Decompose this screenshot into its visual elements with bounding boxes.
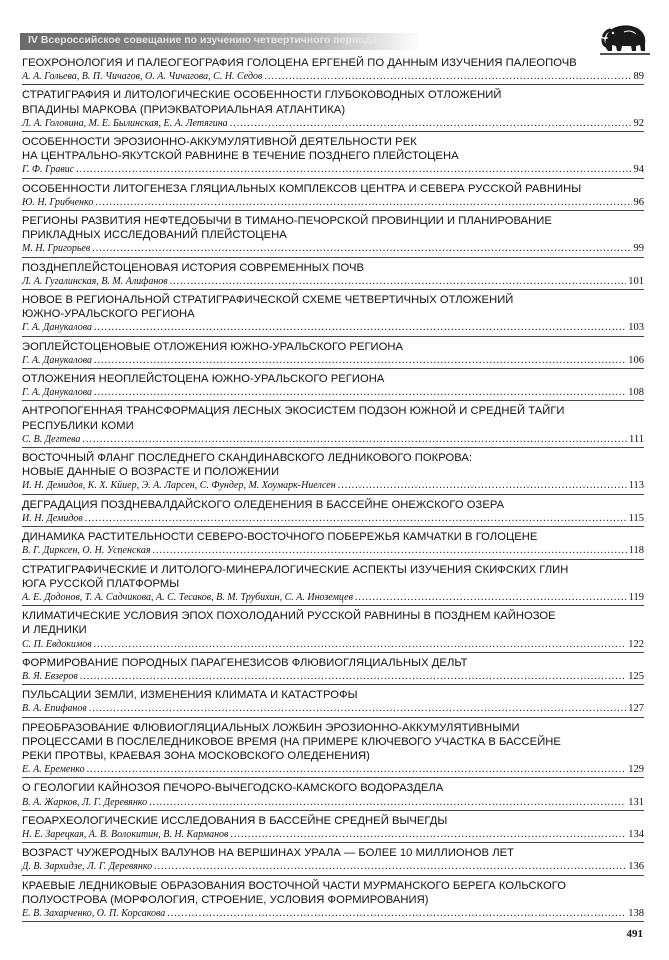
toc-entry <box>22 451 644 495</box>
toc-entry <box>22 498 644 527</box>
entry-title: ГЕОАРХЕОЛОГИЧЕСКИЕ ИССЛЕДОВАНИЯ В БАССЕЙНЕ СРЕДНЕЙ ВЫЧЕГДЫ <box>22 814 448 827</box>
toc-entry <box>22 563 644 607</box>
entry-authors: Г. А. Данукалова <box>22 354 92 366</box>
entry-authors: И. Н. Демидов <box>22 512 83 524</box>
entry-page-number: 113 <box>628 480 644 492</box>
entry-author-line <box>22 117 644 130</box>
toc-entry <box>22 182 644 211</box>
entry-authors: А. Е. Додонов, Т. А. Садчикова, А. С. Тесаков, В. М. Трубихин, С. А. Иноземцев <box>22 591 353 603</box>
entry-author-line <box>22 386 644 399</box>
entry-title: ПУЛЬСАЦИИ ЗЕМЛИ, ИЗМЕНЕНИЯ КЛИМАТА И КАТАСТРОФЫ <box>22 689 358 702</box>
entry-title: СТРАТИГРАФИЧЕСКИЕ И ЛИТОЛОГО-МИНЕРАЛОГИЧЕСКИЕ АСПЕКТЫ ИЗУЧЕНИЯ СКИФСКИХ ГЛИН ЮГА РУССКОЙ ПЛАТФОРМЫ <box>22 563 569 590</box>
entry-divider <box>22 921 644 922</box>
entry-page-number: 103 <box>628 322 644 334</box>
entry-divider <box>22 559 644 560</box>
entry-authors: Ю. Н. Грибченко <box>22 196 94 208</box>
entry-authors: Д. В. Зархидзе, Л. Г. Деревянко <box>22 861 153 873</box>
entry-title: РЕГИОНЫ РАЗВИТИЯ НЕФТЕДОБЫЧИ В ТИМАНО-ПЕЧОРСКОЙ ПРОВИНЦИИ И ПЛАНИРОВАНИЕ ПРИКЛАДНЫХ ИССЛЕДОВАНИЙ ПЛЕЙСТОЦЕНА <box>22 215 552 242</box>
entry-title: ДИНАМИКА РАСТИТЕЛЬНОСТИ СЕВЕРО-ВОСТОЧНОГО ПОБЕРЕЖЬЯ КАМЧАТКИ В ГОЛОЦЕНЕ <box>22 531 538 544</box>
dot-leader <box>94 386 626 399</box>
entry-page-number: 108 <box>628 387 644 399</box>
entry-author-line <box>22 638 644 651</box>
entry-authors: Г. Ф. Гравис <box>22 164 75 176</box>
entry-authors: Л. А. Головина, М. Е. Былинская, Е. А. Летягина <box>22 117 228 129</box>
entry-divider <box>22 494 644 495</box>
toc-entry <box>22 372 644 401</box>
entry-page-number: 89 <box>633 71 644 83</box>
entry-title: ПРЕОБРАЗОВАНИЕ ФЛЮВИОГЛЯЦИАЛЬНЫХ ЛОЖБИН ЭРОЗИОННО-АККУМУЛЯТИВНЫМИ ПРОЦЕССАМИ В ПОСЛЕЛЕДНИКОВОЕ ВРЕМЯ (НА ПРИМЕРЕ КЛЮЧЕВОГО УЧАСТКА В БАССЕЙНЕ РЕКИ ПРОТВЫ, КРАЕВАЯ ЗОНА МОСКОВСКОГО ОЛЕДЕНЕНИЯ) <box>22 721 561 762</box>
toc-entry <box>22 261 644 290</box>
entry-authors: С. П. Евдокимов <box>22 638 92 650</box>
entry-author-line <box>22 163 644 176</box>
entry-page-number: 138 <box>628 907 644 919</box>
toc-entry <box>22 56 644 85</box>
entry-page-number: 115 <box>628 512 644 524</box>
entry-page-number: 125 <box>628 670 644 682</box>
dot-leader <box>230 828 626 841</box>
entry-authors: М. Н. Григорьев <box>22 243 91 255</box>
toc-entry <box>22 293 644 337</box>
entry-divider <box>22 400 644 401</box>
entry-author-line <box>22 433 644 446</box>
entry-author-line <box>22 796 644 809</box>
entry-authors: В. А. Епифанов <box>22 703 87 715</box>
entry-page-number: 129 <box>628 764 644 776</box>
entry-authors: Г. А. Данукалова <box>22 387 92 399</box>
dot-leader <box>92 242 631 255</box>
entry-author-line <box>22 544 644 557</box>
entry-author-line <box>22 702 644 715</box>
entry-divider <box>22 257 644 258</box>
entry-divider <box>22 289 644 290</box>
entry-divider <box>22 526 644 527</box>
entry-page-number: 96 <box>633 196 644 208</box>
entry-authors: Л. А. Гугалинская, В. М. Алифанов <box>22 275 168 287</box>
dot-leader <box>170 275 627 288</box>
entry-author-line <box>22 242 644 255</box>
entry-author-line <box>22 670 644 683</box>
dot-leader <box>95 196 631 209</box>
toc-entry <box>22 656 644 685</box>
table-of-contents <box>22 56 644 925</box>
entry-author-line <box>22 591 644 604</box>
toc-entry <box>22 721 644 779</box>
entry-title: ПОЗДНЕПЛЕЙСТОЦЕНОВАЯ ИСТОРИЯ СОВРЕМЕННЫХ ПОЧВ <box>22 261 364 274</box>
entry-divider <box>22 84 644 85</box>
dot-leader <box>230 117 632 130</box>
entry-page-number: 119 <box>628 591 644 603</box>
entry-author-line <box>22 196 644 209</box>
entry-authors: Г. А. Данукалова <box>22 322 92 334</box>
toc-entry <box>22 214 644 258</box>
dot-leader <box>154 860 626 873</box>
page-number: 491 <box>626 928 643 940</box>
dot-leader <box>94 638 627 651</box>
entry-title: КРАЕВЫЕ ЛЕДНИКОВЫЕ ОБРАЗОВАНИЯ ВОСТОЧНОЙ ЧАСТИ МУРМАНСКОГО БЕРЕГА КОЛЬСКОГО ПОЛУОСТРОВА (МОРФОЛОГИЯ, СТРОЕНИЕ, УСЛОВИЯ ФОРМИРОВАНИЯ) <box>22 879 567 906</box>
entry-author-line <box>22 860 644 873</box>
toc-entry <box>22 88 644 132</box>
toc-entry <box>22 846 644 875</box>
entry-divider <box>22 684 644 685</box>
dot-leader <box>80 670 627 683</box>
entry-title: ОСОБЕННОСТИ ЭРОЗИОННО-АККУМУЛЯТИВНОЙ ДЕЯТЕЛЬНОСТИ РЕК НА ЦЕНТРАЛЬНО-ЯКУТСКОЙ РАВНИНЕ В ТЕЧЕНИЕ ПОЗДНЕГО ПЛЕЙСТОЦЕНА <box>22 136 459 163</box>
dot-leader <box>152 544 626 557</box>
toc-entry <box>22 135 644 179</box>
entry-divider <box>22 717 644 718</box>
entry-author-line <box>22 321 644 334</box>
entry-page-number: 118 <box>628 545 644 557</box>
entry-divider <box>22 810 644 811</box>
entry-divider <box>22 652 644 653</box>
entry-title: АНТРОПОГЕННАЯ ТРАНСФОРМАЦИЯ ЛЕСНЫХ ЭКОСИСТЕМ ПОДЗОН ЮЖНОЙ И СРЕДНЕЙ ТАЙГИ РЕСПУБЛИКИ КОМИ <box>22 405 565 432</box>
entry-divider <box>22 447 644 448</box>
entry-page-number: 106 <box>628 354 644 366</box>
entry-page-number: 134 <box>628 828 644 840</box>
dot-leader <box>167 907 626 920</box>
toc-entry <box>22 340 644 369</box>
toc-entry <box>22 688 644 717</box>
entry-page-number: 122 <box>628 638 644 650</box>
entry-author-line <box>22 70 644 83</box>
entry-page-number: 131 <box>628 796 644 808</box>
entry-title: ВОСТОЧНЫЙ ФЛАНГ ПОСЛЕДНЕГО СКАНДИНАВСКОГО ЛЕДНИКОВОГО ПОКРОВА: НОВЫЕ ДАННЫЕ О ВОЗРАСТЕ И ПОЛОЖЕНИИ <box>22 452 473 479</box>
running-header: IV Всероссийское совещание по изучению четвертичного периода <box>28 34 378 46</box>
dot-leader <box>149 796 626 809</box>
entry-author-line <box>22 907 644 920</box>
entry-page-number: 101 <box>628 275 644 287</box>
dot-leader <box>338 479 627 492</box>
entry-authors: С. В. Дегтева <box>22 433 81 445</box>
entry-author-line <box>22 479 644 492</box>
entry-author-line <box>22 354 644 367</box>
entry-title: ФОРМИРОВАНИЕ ПОРОДНЫХ ПАРАГЕНЕЗИСОВ ФЛЮВИОГЛЯЦИАЛЬНЫХ ДЕЛЬТ <box>22 656 468 669</box>
toc-entry <box>22 879 644 923</box>
entry-title: ДЕГРАДАЦИЯ ПОЗДНЕВАЛДАЙСКОГО ОЛЕДЕНЕНИЯ В БАССЕЙНЕ ОНЕЖСКОГО ОЗЕРА <box>22 498 505 511</box>
entry-authors: Н. Е. Зарецкая, А. В. Волокитин, В. Н. Карманов <box>22 828 229 840</box>
entry-page-number: 99 <box>633 243 644 255</box>
entry-title: ОСОБЕННОСТИ ЛИТОГЕНЕЗА ГЛЯЦИАЛЬНЫХ КОМПЛЕКСОВ ЦЕНТРА И СЕВЕРА РУССКОЙ РАВНИНЫ <box>22 182 582 195</box>
entry-title: О ГЕОЛОГИИ КАЙНОЗОЯ ПЕЧОРО-ВЫЧЕГОДСКО-КАМСКОГО ВОДОРАЗДЕЛА <box>22 782 444 795</box>
dot-leader <box>76 163 631 176</box>
entry-divider <box>22 875 644 876</box>
entry-divider <box>22 605 644 606</box>
entry-title: СТРАТИГРАФИЯ И ЛИТОЛОГИЧЕСКИЕ ОСОБЕННОСТИ ГЛУБОКОВОДНЫХ ОТЛОЖЕНИЙ ВПАДИНЫ МАРКОВА (ПРИЭКВАТОРИАЛЬНАЯ АТЛАНТИКА) <box>22 89 502 116</box>
dot-leader <box>264 70 631 83</box>
toc-entry <box>22 609 644 653</box>
dot-leader <box>85 512 627 525</box>
entry-page-number: 127 <box>628 703 644 715</box>
toc-entry <box>22 781 644 810</box>
entry-authors: В. Г. Дирксен, О. Н. Успенская <box>22 545 151 557</box>
dot-leader <box>82 433 627 446</box>
entry-divider <box>22 210 644 211</box>
entry-divider <box>22 842 644 843</box>
dot-leader <box>94 321 626 334</box>
entry-author-line <box>22 512 644 525</box>
entry-authors: Е. А. Еременко <box>22 764 85 776</box>
entry-page-number: 92 <box>633 117 644 129</box>
toc-entry <box>22 404 644 448</box>
entry-divider <box>22 336 644 337</box>
toc-entry <box>22 814 644 843</box>
entry-divider <box>22 178 644 179</box>
dot-leader <box>89 702 627 715</box>
entry-title: ГЕОХРОНОЛОГИЯ И ПАЛЕОГЕОГРАФИЯ ГОЛОЦЕНА ЕРГЕНЕЙ ПО ДАННЫМ ИЗУЧЕНИЯ ПАЛЕОПОЧВ <box>22 57 577 69</box>
entry-authors: В. Я. Евзеров <box>22 670 78 682</box>
dot-leader <box>94 354 626 367</box>
dot-leader <box>87 763 627 776</box>
entry-author-line <box>22 763 644 776</box>
entry-authors: Е. В. Захарченко, О. П. Корсакова <box>22 907 166 919</box>
entry-page-number: 136 <box>628 861 644 873</box>
dot-leader <box>355 591 627 604</box>
entry-title: ЭОПЛЕЙСТОЦЕНОВЫЕ ОТЛОЖЕНИЯ ЮЖНО-УРАЛЬСКОГО РЕГИОНА <box>22 340 404 353</box>
entry-divider <box>22 368 644 369</box>
entry-title: ОТЛОЖЕНИЯ НЕОПЛЕЙСТОЦЕНА ЮЖНО-УРАЛЬСКОГО РЕГИОНА <box>22 373 385 386</box>
entry-authors: В. А. Жарков, Л. Г. Деревянко <box>22 796 148 808</box>
entry-authors: А. А. Гольева, В. П. Чичагов, О. А. Чичагова, С. Н. Седов <box>22 71 263 83</box>
entry-divider <box>22 131 644 132</box>
mammoth-logo-icon <box>598 18 652 58</box>
entry-authors: И. Н. Демидов, К. Х. Кйиер, Э. А. Ларсен, С. Фундер, М. Хоумарк-Ниелсен <box>22 480 336 492</box>
entry-page-number: 94 <box>633 164 644 176</box>
entry-author-line <box>22 828 644 841</box>
entry-page-number: 111 <box>629 433 644 445</box>
entry-title: НОВОЕ В РЕГИОНАЛЬНОЙ СТРАТИГРАФИЧЕСКОЙ СХЕМЕ ЧЕТВЕРТИЧНЫХ ОТЛОЖЕНИЙ ЮЖНО-УРАЛЬСКОГО РЕГИОНА <box>22 294 514 321</box>
entry-divider <box>22 777 644 778</box>
toc-entry <box>22 530 644 559</box>
entry-title: КЛИМАТИЧЕСКИЕ УСЛОВИЯ ЭПОХ ПОХОЛОДАНИЙ РУССКОЙ РАВНИНЫ В ПОЗДНЕМ КАЙНОЗОЕ И ЛЕДНИКИ <box>22 610 556 637</box>
entry-author-line <box>22 275 644 288</box>
entry-title: ВОЗРАСТ ЧУЖЕРОДНЫХ ВАЛУНОВ НА ВЕРШИНАХ УРАЛА — БОЛЕЕ 10 МИЛЛИОНОВ ЛЕТ <box>22 847 515 860</box>
